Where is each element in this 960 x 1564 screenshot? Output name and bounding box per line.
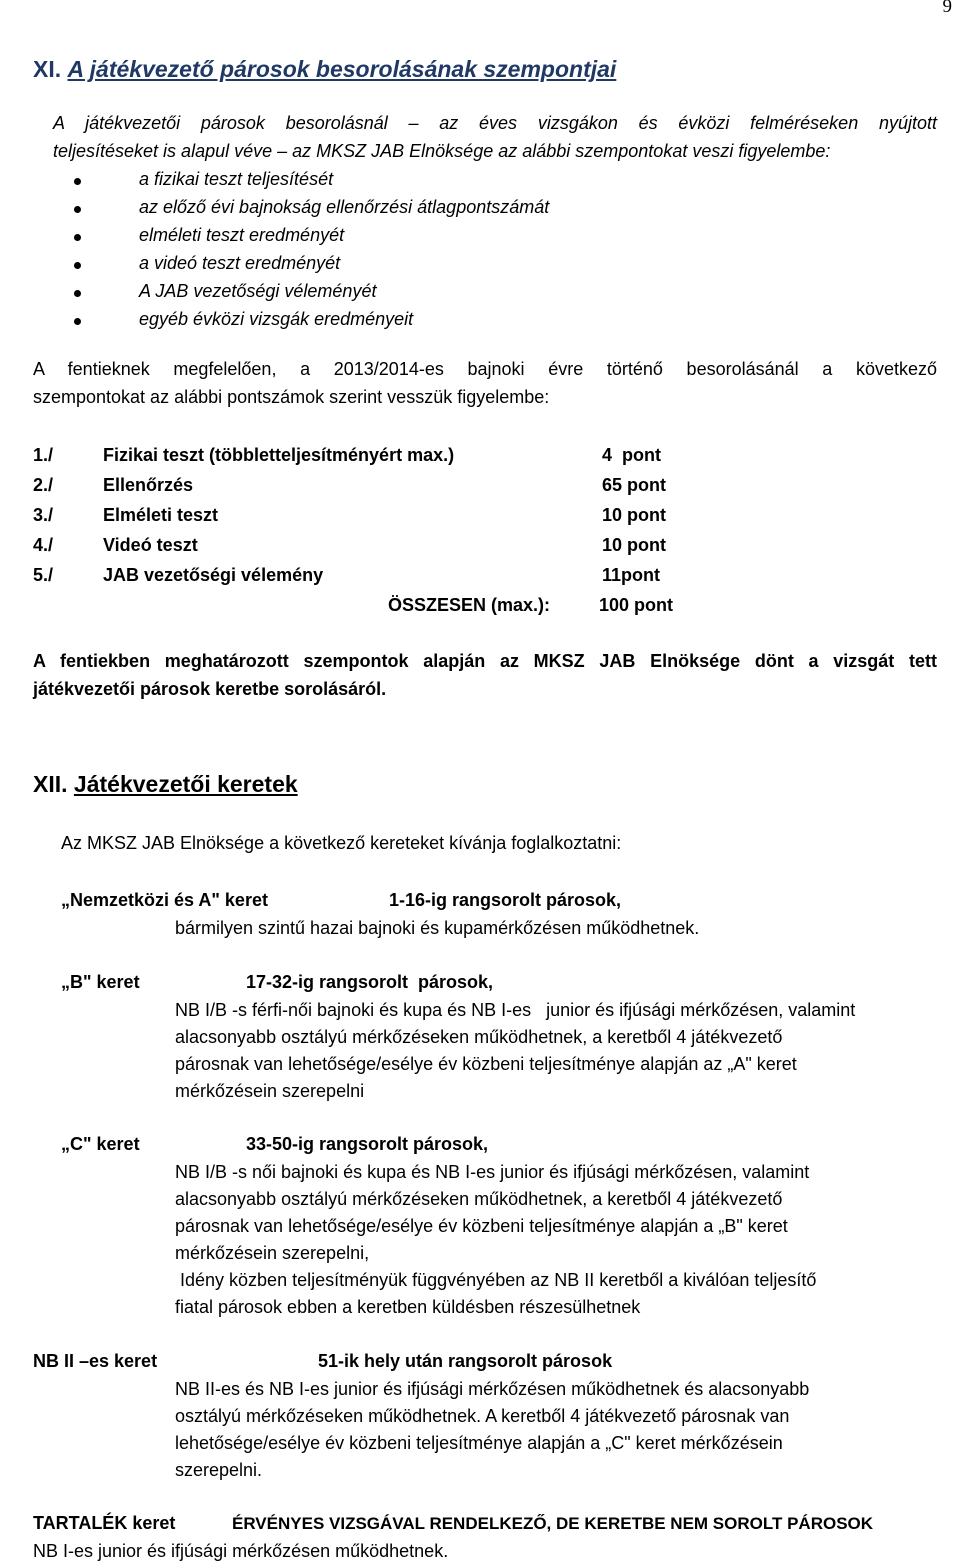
frame-b-line: alacsonyabb osztályú mérkőzéseken működhetnek, a keretből 4 játékvezető xyxy=(175,1027,783,1047)
score-points: 10 pont xyxy=(602,505,667,525)
frame-b-line: mérkőzésein szerepelni xyxy=(175,1081,365,1101)
section-11-intro-line-1: A játékvezetői párosok besorolásnál – az éves vizsgákon és évközi felméréseken nyújtott xyxy=(53,113,937,133)
section-11-number: XI. xyxy=(33,56,62,82)
frame-nb2-name: NB II –es keret xyxy=(33,1351,158,1371)
score-number: 3./ xyxy=(33,505,54,525)
criteria-item: egyéb évközi vizsgák eredményeit xyxy=(139,309,414,329)
score-label: Elméleti teszt xyxy=(103,505,219,525)
frame-c-rank: 33-50-ig rangsorolt párosok, xyxy=(246,1134,489,1154)
score-points: 11pont xyxy=(602,565,661,585)
section-11-intro-line-2: teljesítéseket is alapul véve – az MKSZ JAB Elnöksége az alábbi szempontokat veszi figyelembe: xyxy=(53,141,831,161)
bullet-icon xyxy=(74,178,81,185)
score-number: 2./ xyxy=(33,475,54,495)
score-label: JAB vezetőségi vélemény xyxy=(103,565,324,585)
frame-b-line: párosnak van lehetősége/esélye év közbeni teljesítménye alapján az „A" keret xyxy=(175,1054,797,1074)
reserve-desc: NB I-es junior és ifjúsági mérkőzésen működhetnek. xyxy=(33,1541,449,1561)
criteria-item: elméleti teszt eredményét xyxy=(139,225,345,245)
section-12-number: XII. xyxy=(33,771,68,797)
frame-b-line: NB I/B -s férfi-női bajnoki és kupa és NB I-es junior és ifjúsági mérkőzésen, valamint xyxy=(175,1000,856,1020)
score-points: 65 pont xyxy=(602,475,667,495)
frame-c-name: „C" keret xyxy=(61,1134,140,1154)
score-label: Videó teszt xyxy=(103,535,198,555)
frame-a-desc: bármilyen szintű hazai bajnoki és kupamérkőzésen működhetnek. xyxy=(175,918,700,938)
score-number: 5./ xyxy=(33,565,54,585)
frame-nb2-line: NB II-es és NB I-es junior és ifjúsági mérkőzésen működhetnek és alacsonyabb xyxy=(175,1379,810,1399)
section-11-title: A játékvezető párosok besorolásának szempontjai xyxy=(67,56,617,82)
total-points: 100 pont xyxy=(599,595,674,615)
bullet-icon xyxy=(74,290,81,297)
frame-nb2-line: szerepelni. xyxy=(175,1460,263,1480)
frame-b-rank: 17-32-ig rangsorolt párosok, xyxy=(246,972,494,992)
bullet-icon xyxy=(74,234,81,241)
criteria-item: az előző évi bajnokság ellenőrzési átlagpontszámát xyxy=(139,197,550,217)
section-11-para-2-line-1: A fentieknek megfelelően, a 2013/2014-es bajnoki évre történő besorolásánál a következő xyxy=(33,359,937,379)
frame-c-line: Idény közben teljesítményük függvényében az NB II keretből a kiválóan teljesítő xyxy=(175,1270,817,1290)
bullet-icon xyxy=(74,318,81,325)
section-11-heading xyxy=(33,56,616,84)
score-points: 4 pont xyxy=(602,445,661,465)
frame-c-line: párosnak van lehetősége/esélye év közbeni teljesítménye alapján a „B" keret xyxy=(175,1216,788,1236)
frame-nb2-line: osztályú mérkőzéseken működhetnek. A keretből 4 játékvezető párosnak van xyxy=(175,1406,790,1426)
frame-c-line: alacsonyabb osztályú mérkőzéseken működhetnek, a keretből 4 játékvezető xyxy=(175,1189,783,1209)
score-label: Ellenőrzés xyxy=(103,475,194,495)
total-label: ÖSSZESEN (max.): xyxy=(388,595,551,615)
bullet-icon xyxy=(74,262,81,269)
bullet-icon xyxy=(74,206,81,213)
frame-nb2-rank: 51-ik hely után rangsorolt párosok xyxy=(318,1351,613,1371)
criteria-item: A JAB vezetőségi véleményét xyxy=(139,281,377,301)
frame-c-line: mérkőzésein szerepelni, xyxy=(175,1243,370,1263)
score-number: 1./ xyxy=(33,445,54,465)
frame-a-rank: 1-16-ig rangsorolt párosok, xyxy=(389,890,622,910)
score-number: 4./ xyxy=(33,535,54,555)
reserve-name: TARTALÉK keret xyxy=(33,1513,176,1533)
frame-c-line: fiatal párosok ebben a keretben küldésben részesülhetnek xyxy=(175,1297,641,1317)
criteria-item: a videó teszt eredményét xyxy=(139,253,341,273)
section-11-conclusion-line-1: A fentiekben meghatározott szempontok alapján az MKSZ JAB Elnöksége dönt a vizsgát tett xyxy=(33,651,937,671)
section-11-para-2-line-2: szempontokat az alábbi pontszámok szerint vesszük figyelembe: xyxy=(33,387,550,407)
frame-nb2-line: lehetősége/esélye év közbeni teljesítménye alapján a „C" keret mérkőzésein xyxy=(175,1433,783,1453)
frame-b-name: „B" keret xyxy=(61,972,140,992)
score-label: Fizikai teszt (többletteljesítményért max.) xyxy=(103,445,455,465)
section-12-intro: Az MKSZ JAB Elnöksége a következő kereteket kívánja foglalkoztatni: xyxy=(61,833,622,853)
section-11-conclusion-line-2: játékvezetői párosok keretbe sorolásáról. xyxy=(33,679,387,699)
page-number: 9 xyxy=(942,0,952,17)
section-12-title: Játékvezetői keretek xyxy=(73,771,298,797)
score-points: 10 pont xyxy=(602,535,667,555)
frame-c-line: NB I/B -s női bajnoki és kupa és NB I-es junior és ifjúsági mérkőzésen, valamint xyxy=(175,1162,810,1182)
reserve-rank: ÉRVÉNYES VIZSGÁVAL RENDELKEZŐ, DE KERETBE NEM SOROLT PÁROSOK xyxy=(232,1514,874,1533)
criteria-item: a fizikai teszt teljesítését xyxy=(139,169,334,189)
section-12-heading xyxy=(33,771,298,799)
frame-a-name: „Nemzetközi és A" keret xyxy=(61,890,268,910)
